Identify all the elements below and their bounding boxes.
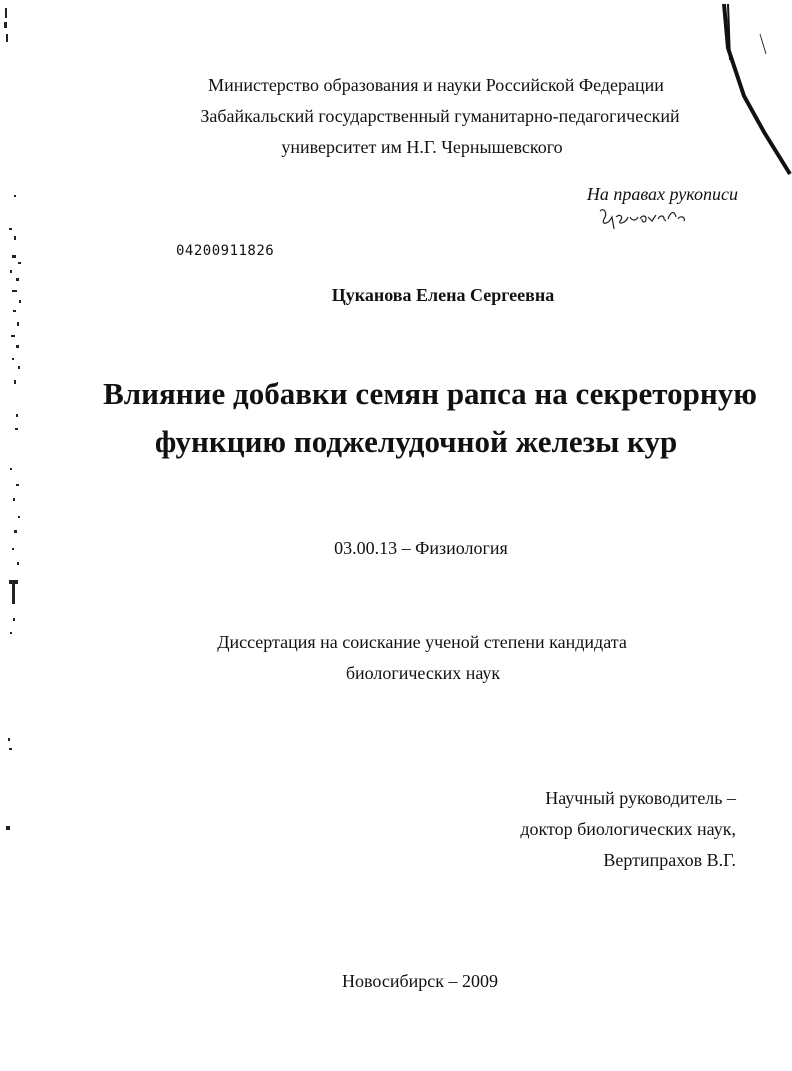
supervisor-name: Вертипрахов В.Г.	[603, 850, 736, 870]
specialty-code: 03.00.13 – Физиология	[334, 538, 508, 558]
dissertation-title-line1: Влияние добавки семян рапса на секреторную	[103, 376, 757, 411]
degree-description-line2: биологических наук	[345, 663, 501, 683]
supervisor-degree: доктор биологических наук,	[520, 819, 736, 839]
catalog-code: 04200911826	[176, 243, 275, 259]
author-name: Цуканова Елена Сергеевна	[331, 285, 555, 305]
dissertation-title-line2: функцию поджелудочной железы кур	[154, 424, 678, 459]
university-name-line2: университет им Н.Г. Чернышевского	[281, 137, 563, 157]
ministry-name: Министерство образования и науки Российской Федерации	[208, 75, 664, 95]
supervisor-role: Научный руководитель –	[545, 788, 736, 808]
degree-description-line1: Диссертация на соискание ученой степени кандидата	[217, 632, 627, 652]
university-name-line1: Забайкальский государственный гуманитарно-педагогический	[200, 106, 680, 126]
manuscript-rights-note: На правах рукописи	[586, 184, 738, 204]
handwritten-signature	[596, 203, 692, 233]
place-and-year: Новосибирск – 2009	[342, 971, 498, 991]
scan-noise-margin	[0, 0, 40, 1071]
